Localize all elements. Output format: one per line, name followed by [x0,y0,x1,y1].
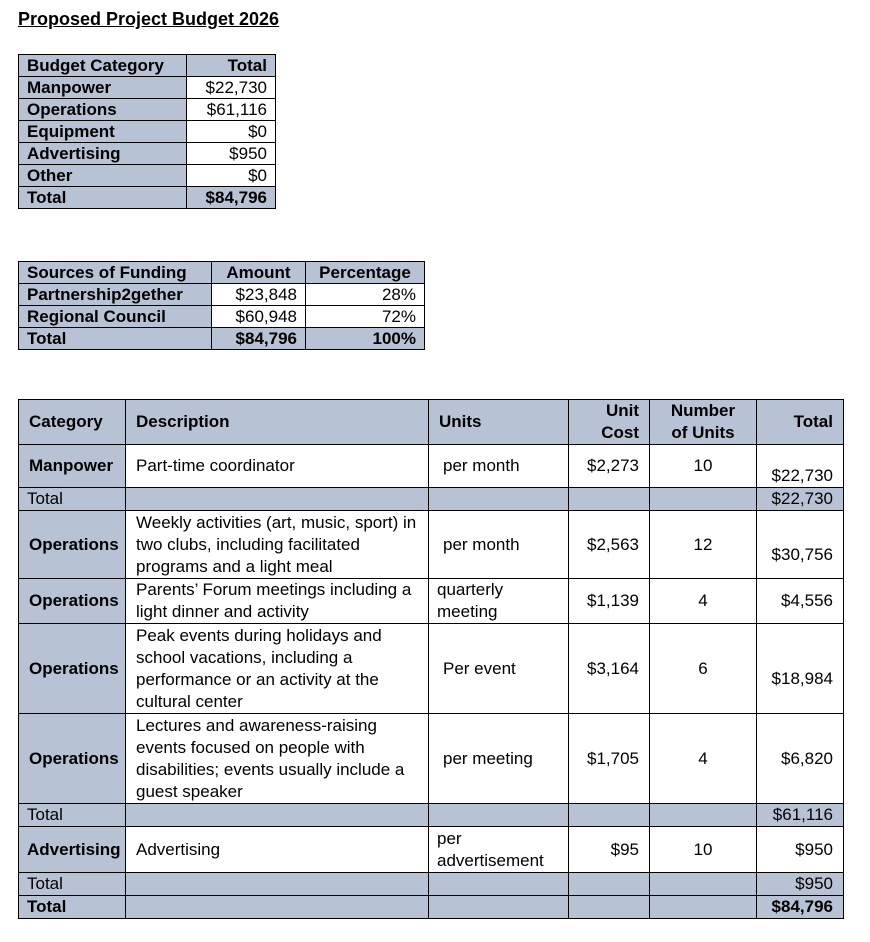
column-header: Total [187,55,276,77]
total-value: $84,796 [187,187,276,209]
number-header-line1: Number [670,401,736,420]
unit-cost-cell: $1,139 [569,579,650,624]
unit-cost-cell: $1,705 [569,714,650,804]
empty-cell [126,896,429,919]
column-header: Budget Category [19,55,187,77]
column-header: Sources of Funding [19,262,212,284]
empty-cell [429,873,569,896]
unit-cost-cell: $2,563 [569,511,650,579]
empty-cell [650,488,757,511]
column-header: Description [126,400,429,445]
category-cell: Manpower [19,445,126,488]
description-cell: Lectures and awareness-raising events focused on people with disabilities; events usually include a guest speaker [126,714,429,804]
column-header: Units [429,400,569,445]
total-cell: $0 [187,121,276,143]
table-row [19,511,844,579]
total-cell: $22,730 [187,77,276,99]
table-row [19,624,844,714]
description-cell: Parents’ Forum meetings including a light dinner and activity [126,579,429,624]
column-header: Amount [212,262,306,284]
empty-cell [569,804,650,827]
empty-cell [429,488,569,511]
empty-cell [126,873,429,896]
category-cell: Operations [19,624,126,714]
total-amount: $84,796 [212,328,306,350]
subtotal-row [19,804,844,827]
grand-total-value: $84,796 [757,896,844,919]
table-row [19,579,844,624]
empty-cell [569,873,650,896]
total-cell: $61,116 [187,99,276,121]
source-cell: Regional Council [19,306,212,328]
units-cell: per month [429,511,569,579]
source-cell: Partnership2gether [19,284,212,306]
category-cell: Equipment [19,121,187,143]
column-header [569,400,650,445]
number-cell: 12 [650,511,757,579]
grand-total-row [19,896,844,919]
empty-cell [650,873,757,896]
total-percentage: 100% [306,328,425,350]
funding-sources-table [18,261,425,350]
subtotal-value: $61,116 [757,804,844,827]
column-header: Total [757,400,844,445]
percentage-cell: 28% [306,284,425,306]
units-cell: per meeting [429,714,569,804]
total-row [19,187,276,209]
empty-cell [429,804,569,827]
column-header: Category [19,400,126,445]
empty-cell [126,488,429,511]
category-cell: Operations [19,511,126,579]
column-header: Percentage [306,262,425,284]
description-cell: Peak events during holidays and school vacations, including a performance or an activity at the cultural center [126,624,429,714]
empty-cell [650,896,757,919]
total-label: Total [19,187,187,209]
category-cell: Advertising [19,143,187,165]
unit-cost-header-line1: Unit [605,401,639,420]
subtotal-label: Total [19,488,126,511]
subtotal-label: Total [19,804,126,827]
total-cell: $950 [187,143,276,165]
table-row [19,121,276,143]
total-cell: $22,730 [757,445,844,488]
table-row [19,306,425,328]
subtotal-value: $950 [757,873,844,896]
amount-cell: $23,848 [212,284,306,306]
table-row [19,165,276,187]
number-cell: 4 [650,579,757,624]
budget-detail-table [18,399,844,919]
page-title: Proposed Project Budget 2026 [18,9,280,29]
number-cell: 6 [650,624,757,714]
table-row [19,284,425,306]
number-cell: 10 [650,827,757,873]
header-row [19,400,844,445]
category-cell: Other [19,165,187,187]
total-cell: $6,820 [757,714,844,804]
category-cell: Operations [19,99,187,121]
number-cell: 4 [650,714,757,804]
units-cell: quarterly meeting [429,579,569,624]
total-cell: $18,984 [757,624,844,714]
total-row [19,328,425,350]
total-cell: $950 [757,827,844,873]
unit-cost-header-line2: Cost [601,423,639,442]
subtotal-row [19,873,844,896]
amount-cell: $60,948 [212,306,306,328]
table-row [19,445,844,488]
category-cell: Operations [19,714,126,804]
percentage-cell: 72% [306,306,425,328]
description-cell: Advertising [126,827,429,873]
table-row [19,77,276,99]
budget-summary-table [18,54,276,209]
unit-cost-cell: $95 [569,827,650,873]
subtotal-row [19,488,844,511]
table-row [19,99,276,121]
number-cell: 10 [650,445,757,488]
description-cell: Weekly activities (art, music, sport) in two clubs, including facilitated programs and a light meal [126,511,429,579]
units-cell: Per event [429,624,569,714]
column-header [650,400,757,445]
total-cell: $30,756 [757,511,844,579]
subtotal-label: Total [19,873,126,896]
total-cell: $4,556 [757,579,844,624]
empty-cell [650,804,757,827]
subtotal-value: $22,730 [757,488,844,511]
units-cell: per advertisement [429,827,569,873]
category-cell: Operations [19,579,126,624]
unit-cost-cell: $2,273 [569,445,650,488]
table-row [19,827,844,873]
table-row [19,143,276,165]
table-row [19,714,844,804]
grand-total-label: Total [19,896,126,919]
total-label: Total [19,328,212,350]
unit-cost-cell: $3,164 [569,624,650,714]
number-header-line2: of Units [671,423,735,442]
empty-cell [126,804,429,827]
category-cell: Manpower [19,77,187,99]
empty-cell [429,896,569,919]
category-cell: Advertising [19,827,126,873]
description-cell: Part-time coordinator [126,445,429,488]
total-cell: $0 [187,165,276,187]
empty-cell [569,488,650,511]
units-cell: per month [429,445,569,488]
empty-cell [569,896,650,919]
